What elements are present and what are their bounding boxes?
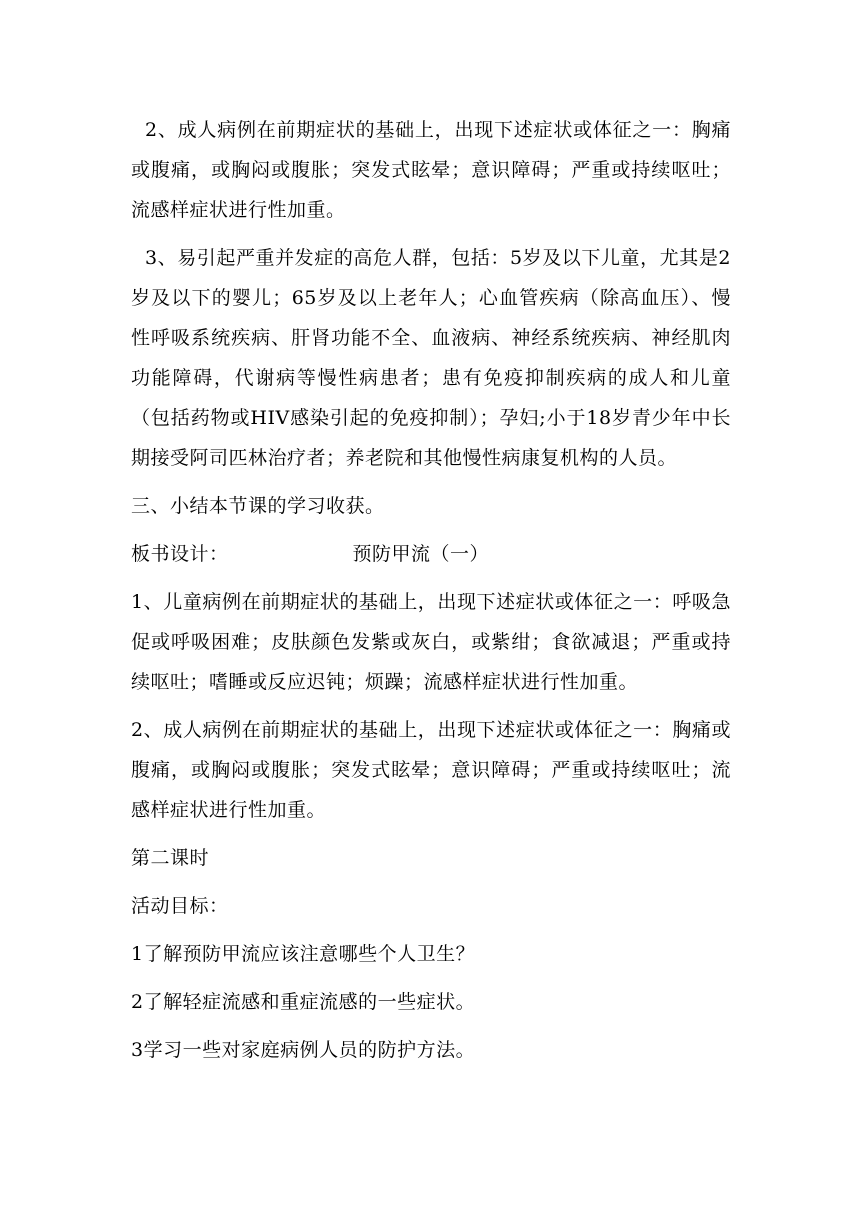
board-item-child-symptoms: 1、儿童病例在前期症状的基础上，出现下述症状或体征之一：呼吸急促或呼吸困难；皮肤颜色发紫或灰白，或紫绀；食欲减退；严重或持续呕吐；嗜睡或反应迟钝；烦躁；流感样症状进行性加重。 — [131, 591, 731, 693]
goal-item: 3学习一些对家庭病例人员的防护方法。 — [131, 1039, 476, 1061]
board-design-label: 板书设计： — [131, 543, 229, 565]
board-design-line — [131, 534, 731, 574]
lesson-heading: 第二课时 — [131, 847, 210, 869]
goal-item: 2了解轻症流感和重症流感的一些症状。 — [131, 991, 476, 1013]
board-item-adult-symptoms: 2、成人病例在前期症状的基础上，出现下述症状或体征之一：胸痛或腹痛，或胸闷或腹胀；突发式眩晕；意识障碍；严重或持续呕吐；流感样症状进行性加重。 — [131, 719, 731, 821]
document-body — [131, 110, 731, 1078]
section-summary-heading: 三、小结本节课的学习收获。 — [131, 495, 385, 517]
paragraph-high-risk-groups: 3、易引起严重并发症的高危人群，包括：5岁及以下儿童，尤其是2岁及以下的婴儿；65岁及以上老年人；心血管疾病（除高血压）、慢性呼吸系统疾病、肝肾功能不全、血液病、神经系统疾病、神经肌肉功能障碍，代谢病等慢性病患者；患有免疫抑制疾病的成人和儿童（包括药物或HIV感染引起的免疫抑制）；孕妇;小于18岁青少年中长期接受阿司匹林治疗者；养老院和其他慢性病康复机构的人员。 — [131, 247, 731, 469]
paragraph-adult-symptoms: 2、成人病例在前期症状的基础上，出现下述症状或体征之一：胸痛或腹痛，或胸闷或腹胀；突发式眩晕；意识障碍；严重或持续呕吐；流感样症状进行性加重。 — [131, 119, 731, 221]
board-design-title: 预防甲流（一） — [352, 543, 490, 565]
goal-item: 1了解预防甲流应该注意哪些个人卫生？ — [131, 943, 476, 965]
goals-heading: 活动目标： — [131, 895, 229, 917]
